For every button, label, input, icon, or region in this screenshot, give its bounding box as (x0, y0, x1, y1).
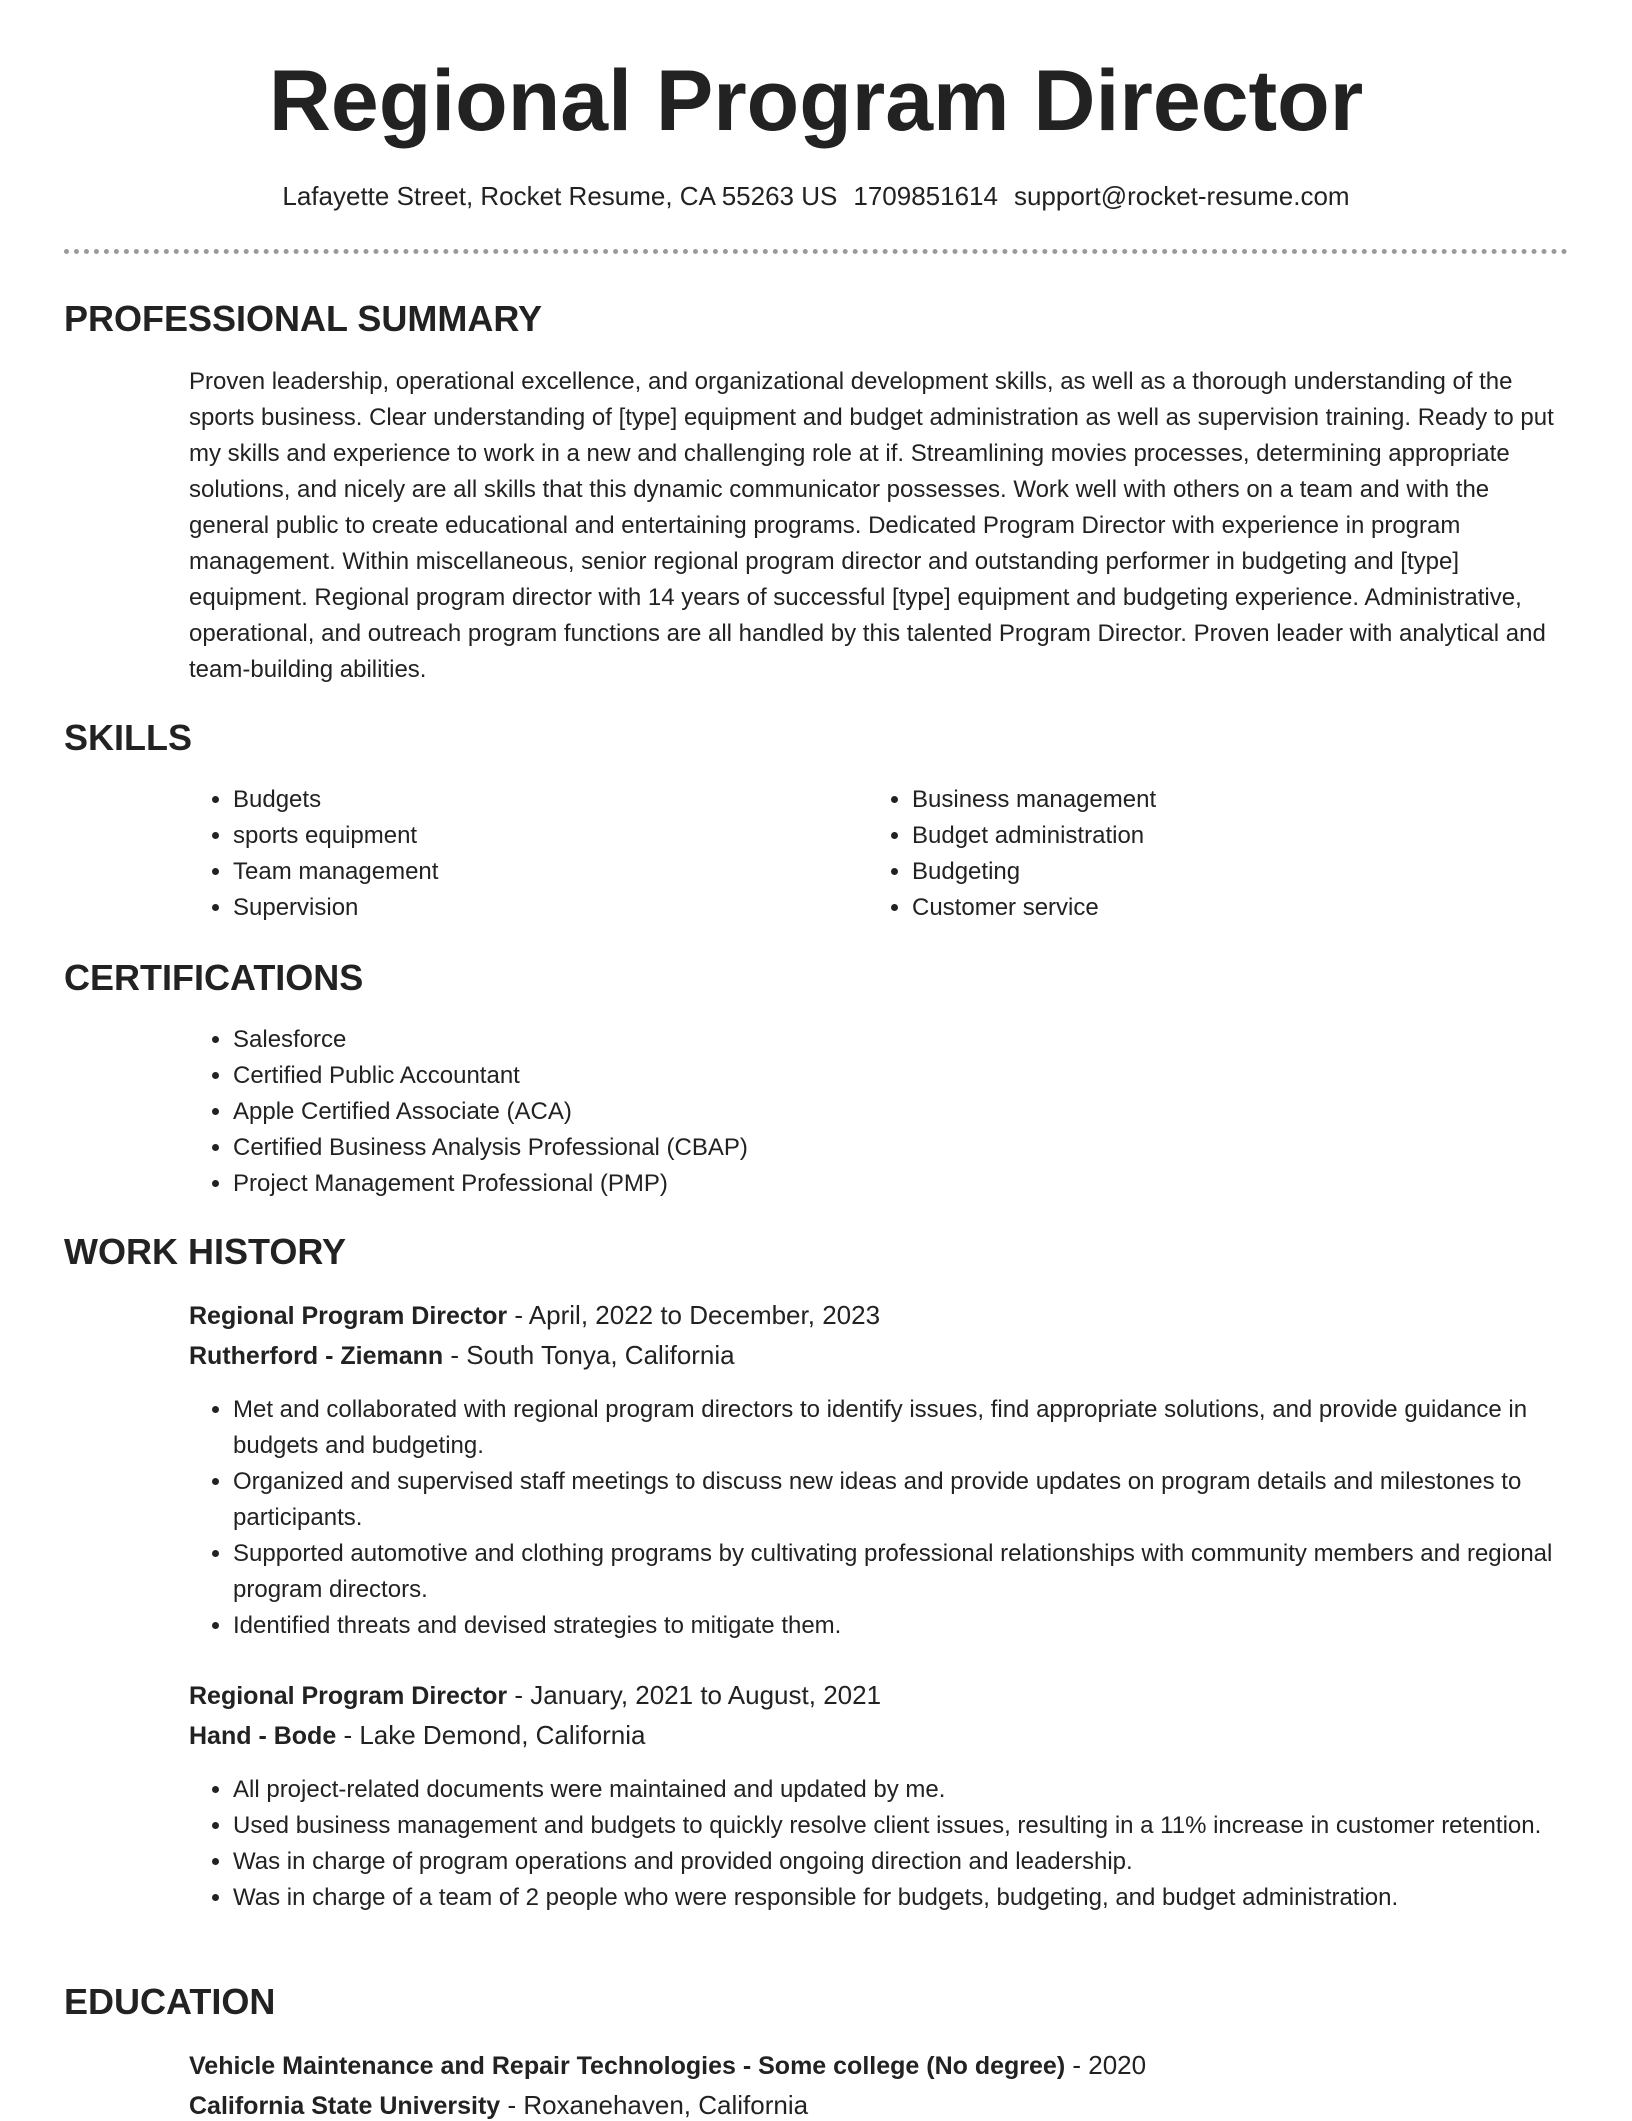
work-history-heading: WORK HISTORY (64, 1231, 347, 1272)
job-title-line (189, 1300, 880, 1331)
job-bullet: • Used business management and budgets to quickly resolve client issues, resulting in a 11% increase in customer retention. (233, 1808, 1613, 1844)
skills-heading: SKILLS (64, 717, 193, 758)
skill-item: • Business management (912, 782, 1512, 818)
job-dates: - April, 2022 to December, 2023 (507, 1300, 881, 1330)
skill-item: • sports equipment (233, 818, 833, 854)
contact-email[interactable]: support@rocket-resume.com (1013, 181, 1350, 211)
education-heading: EDUCATION (64, 1981, 276, 2022)
certification-item: • Apple Certified Associate (ACA) (233, 1094, 1433, 1130)
education-degree: Vehicle Maintenance and Repair Technologies - Some college (No degree) (189, 2052, 1066, 2080)
skill-item: • Budget administration (912, 818, 1512, 854)
skill-item: • Budgets (233, 782, 833, 818)
skills-list-right (868, 782, 1512, 926)
header-divider (64, 249, 1568, 254)
job-company-line (189, 1720, 645, 1751)
skill-item: • Budgeting (912, 854, 1512, 890)
skills-list-left (189, 782, 833, 926)
contact-address: Lafayette Street, Rocket Resume, CA 55263 US (282, 181, 838, 211)
job-company-line (189, 1340, 735, 1371)
skill-item: • Supervision (233, 890, 833, 926)
job-bullets (189, 1772, 1613, 1916)
job-bullet: • Was in charge of a team of 2 people who were responsible for budgets, budgeting, and budget administration. (233, 1880, 1613, 1916)
certification-item: • Project Management Professional (PMP) (233, 1166, 1433, 1202)
job-company: Hand - Bode (189, 1722, 337, 1750)
job-company: Rutherford - Ziemann (189, 1342, 444, 1370)
certification-item: • Certified Public Accountant (233, 1058, 1433, 1094)
summary-heading: PROFESSIONAL SUMMARY (64, 298, 543, 339)
job-bullet: • Organized and supervised staff meetings to discuss new ideas and provide updates on program details and milestones to participants. (233, 1464, 1613, 1536)
education-school-line (189, 2090, 808, 2121)
job-location: - South Tonya, California (443, 1340, 735, 1370)
skill-item: • Customer service (912, 890, 1512, 926)
certifications-heading: CERTIFICATIONS (64, 957, 364, 998)
resume-name: Regional Program Director (268, 53, 1364, 149)
education-degree-line (189, 2050, 1146, 2081)
education-year: - 2020 (1065, 2050, 1147, 2080)
job-bullet: • Was in charge of program operations and provided ongoing direction and leadership. (233, 1844, 1613, 1880)
contact-phone: 1709851614 (853, 181, 998, 211)
certification-item: • Certified Business Analysis Professional (CBAP) (233, 1130, 1433, 1166)
certifications-list (189, 1022, 1433, 1202)
education-location: - Roxanehaven, California (500, 2090, 809, 2120)
job-location: - Lake Demond, California (336, 1720, 646, 1750)
job-title: Regional Program Director (189, 1682, 508, 1710)
skill-item: • Team management (233, 854, 833, 890)
job-bullet: • All project-related documents were maintained and updated by me. (233, 1772, 1613, 1808)
job-bullet: • Identified threats and devised strategies to mitigate them. (233, 1608, 1613, 1644)
job-bullets (189, 1392, 1613, 1644)
summary-text: Proven leadership, operational excellence, and organizational development skills, as well as a thorough understanding of the sports business. Clear understanding of [type] equipment and budget administration as well as supervision training. Ready to put my skills and experience to work in a new and challenging role at if. Streamlining movies processes, determining appropriate solutions, and nicely are all skills that this dynamic communicator possesses. Work well with others on a team and with the general public to create educational and entertaining programs. Dedicated Program Director with experience in program management. Within miscellaneous, senior regional program director and outstanding performer in budgeting and [type] equipment. Regional program director with 14 years of successful [type] equipment and budgeting experience. Administrative, operational, and outreach program functions are all handled by this talented Program Director. Proven leader with analytical and team-building abilities. (189, 368, 1554, 683)
job-bullet: • Met and collaborated with regional program directors to identify issues, find appropriate solutions, and provide guidance in budgets and budgeting. (233, 1392, 1613, 1464)
job-title-line (189, 1680, 881, 1711)
job-title: Regional Program Director (189, 1302, 508, 1330)
education-school: California State University (189, 2092, 501, 2120)
job-bullet: • Supported automotive and clothing programs by cultivating professional relationships with community members and regional program directors. (233, 1536, 1613, 1608)
contact-line (0, 180, 1632, 214)
certification-item: • Salesforce (233, 1022, 1433, 1058)
job-dates: - January, 2021 to August, 2021 (507, 1680, 882, 1710)
